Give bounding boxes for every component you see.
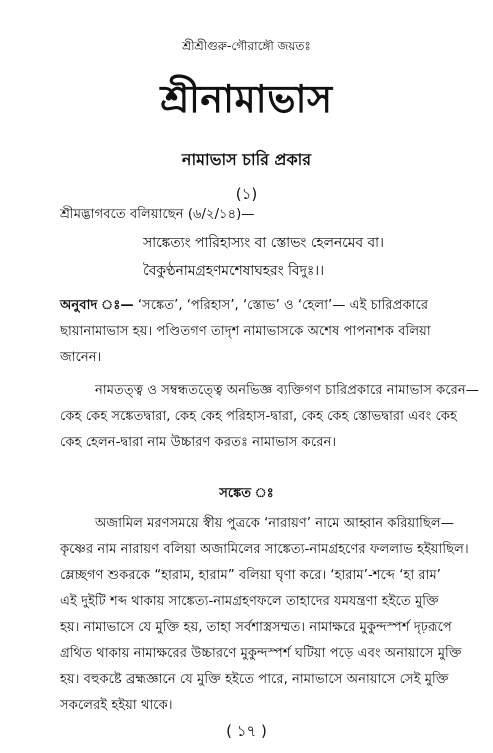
translation-label: অনুবাদ ঃ— xyxy=(60,298,134,313)
translation-line: জানেন। xyxy=(60,350,102,365)
body-line: ম্লেচ্ছগণ শুকরকে “হারাম, হারাম” বলিয়া ঘৃণা করে। ‘হারাম’-শব্দে ‘হা রাম’ xyxy=(60,568,441,583)
paragraph-line: নামতত্ত্ব ও সম্বন্ধতত্ত্বে অনভিজ্ঞ ব্যক্তিগণ চারিপ্রকারে নামাভাস করেন— xyxy=(95,383,479,398)
translation-line: ছায়ানামাভাস হয়। পণ্ডিতগণ তাদৃশ নামাভাসকে অশেষ পাপনাশক বলিয়া xyxy=(60,324,431,339)
page-number: ( ১৭ ) xyxy=(226,722,267,740)
body-line: সকলেরই হইয়া থাকে। xyxy=(60,698,173,713)
verse-line: সাঙ্কেত্যং পারিহাস্যং বা স্তোভং হেলনমেব বা। xyxy=(143,235,384,251)
body-line: গ্রথিত থাকায় নামাক্ষরের উচ্চারণে মুকুন্দস্পর্শ ঘটিয়া পড়ে এবং অনায়াসে মুক্তি xyxy=(60,646,462,661)
section-number: (১) xyxy=(235,185,258,203)
body-line: কৃষ্ণের নাম নারায়ণ বলিয়া অজামিলের সাঙ্কেত্য-নামগ্রহণের ফললাভ হইয়াছিল। xyxy=(60,542,469,557)
paragraph-line: কেহ হেলন-দ্বারা নাম উচ্চারণ করতঃ নামাভাস করেন। xyxy=(60,435,337,450)
citation-line: শ্রীমদ্ভাগবতে বলিয়াছেন (৬/২/১৪)— xyxy=(60,207,255,222)
page-title: শ্রীনামাভাস xyxy=(160,77,333,121)
body-line: এই দুইটি শব্দ থাকায় সাঙ্কেত্য-নামগ্রহণফলে তাহাদের যমযন্ত্রণা হইতে মুক্তি xyxy=(60,594,439,609)
section-heading: সঙ্কেত ঃ xyxy=(219,486,274,501)
invocation-line: শ্রীশ্রীগুরু-গৌরাঙ্গৌ জয়তঃ xyxy=(182,39,311,53)
body-line: অজামিল মরণসময়ে স্বীয় পুত্রকে ‘নারায়ণ’ নামে আহ্বান করিয়াছিল— xyxy=(95,516,454,531)
paragraph-line: কেহ কেহ সঙ্কেতদ্বারা, কেহ কেহ পরিহাস-দ্বারা, কেহ কেহ স্তোভদ্বারা এবং কেহ xyxy=(60,409,457,424)
verse-line: বৈকুণ্ঠনামগ্রহণমশেষাঘহরং বিদুঃ।। xyxy=(143,263,325,279)
body-line: হয়। বহুকষ্টে ব্রহ্মজ্ঞানে যে মুক্তি হইতে পারে, নামাভাসে অনায়াসে সেই মুক্তি xyxy=(60,672,449,687)
translation-first-line xyxy=(60,297,460,315)
body-line: হয়। নামাভাসে যে মুক্তি হয়, তাহা সর্বশাস্ত্রসম্মত। নামাক্ষরে মুকুন্দস্পর্শ দৃঢ়রূপে xyxy=(60,620,452,635)
translation-text: ‘সঙ্কেত’, ‘পরিহাস’, ‘স্তোভ’ ও ‘হেলা’— এই চারিপ্রকারে xyxy=(137,298,429,313)
page-subtitle: নামাভাস চারি প্রকার xyxy=(181,150,312,169)
